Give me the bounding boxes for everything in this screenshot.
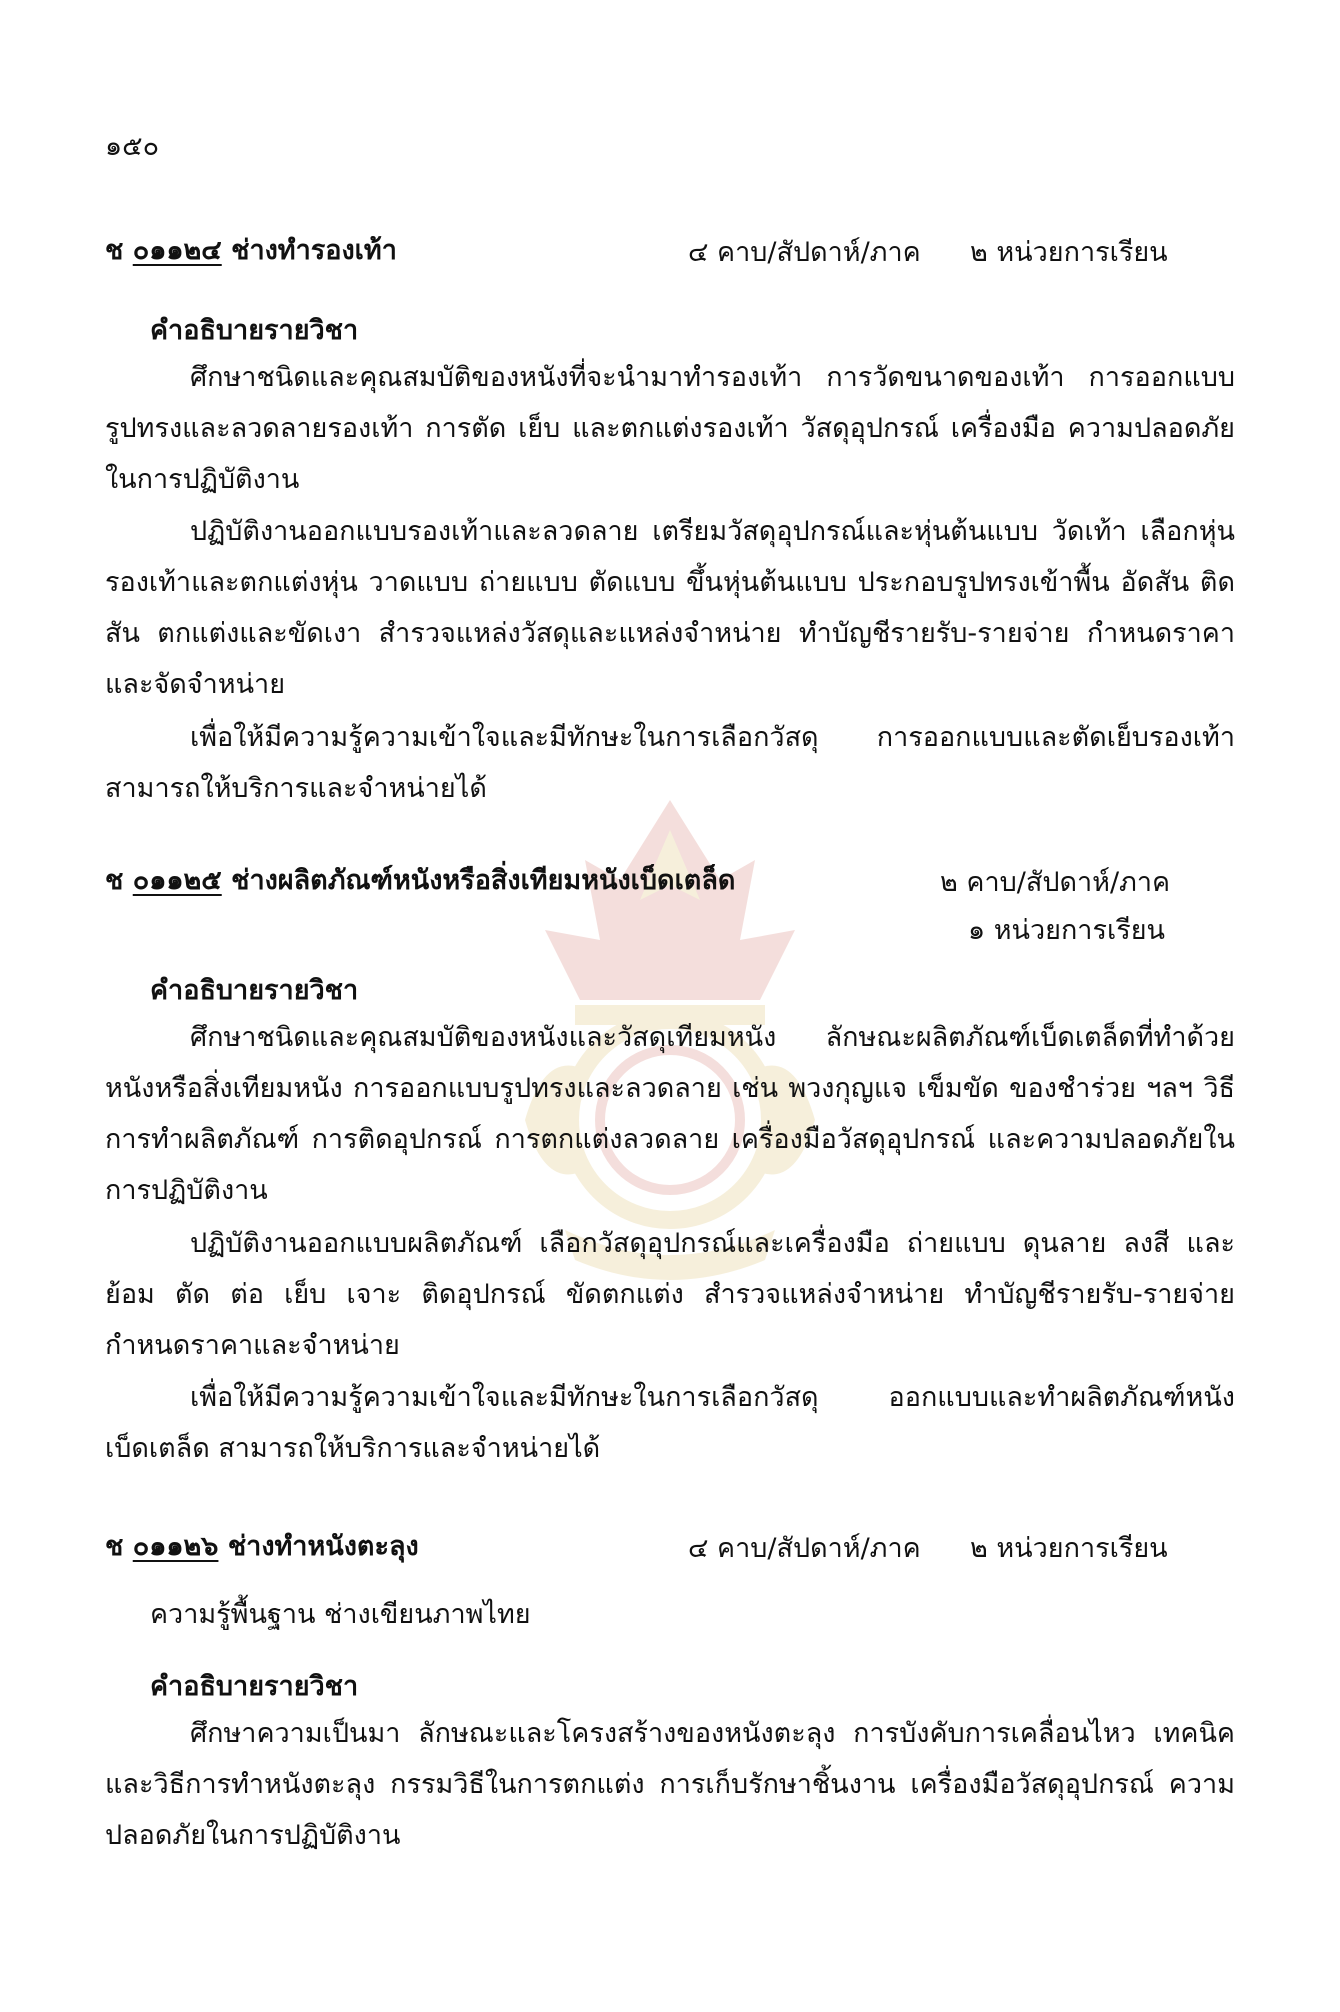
course-title: ช่างทำหนังตะลุง xyxy=(218,1531,419,1562)
course-code-prefix: ช xyxy=(105,235,133,266)
description-heading: คำอธิบายรายวิชา xyxy=(150,1671,359,1702)
course-code-prefix: ช xyxy=(105,865,133,896)
course-paragraph: เพื่อให้มีความรู้ความเข้าใจและมีทักษะในการเลือกวัสดุ ออกแบบและทำผลิตภัณฑ์หนังเบ็ดเตล็ด สามารถให้บริการและจำหน่ายได้ xyxy=(105,1382,1235,1464)
course-paragraph: ศึกษาชนิดและคุณสมบัติของหนังที่จะนำมาทำรองเท้า การวัดขนาดของเท้า การออกแบบรูปทรงและลวดลายรองเท้า การตัด เย็บ และตกแต่งรองเท้า วัสดุอุปกรณ์ เครื่องมือ ความปลอดภัยในการปฏิบัติงาน xyxy=(105,362,1235,495)
course-periods: ๒ คาบ/สัปดาห์/ภาค xyxy=(940,867,1171,898)
description-heading: คำอธิบายรายวิชา xyxy=(150,315,359,346)
course-code-prefix: ช xyxy=(105,1531,133,1562)
course-units: ๒ หน่วยการเรียน xyxy=(970,237,1168,268)
course-units: ๒ หน่วยการเรียน xyxy=(970,1533,1168,1564)
course-heading-1 xyxy=(105,228,397,271)
course-title: ช่างทำรองเท้า xyxy=(221,235,397,266)
course-paragraph: เพื่อให้มีความรู้ความเข้าใจและมีทักษะในการเลือกวัสดุ การออกแบบและตัดเย็บรองเท้า สามารถให้บริการและจำหน่ายได้ xyxy=(105,722,1235,804)
course-paragraph: ศึกษาชนิดและคุณสมบัติของหนังและวัสดุเทียมหนัง ลักษณะผลิตภัณฑ์เบ็ดเตล็ดที่ทำด้วยหนังหรือสิ่งเทียมหนัง การออกแบบรูปทรงและลวดลาย เช่น พวงกุญแจ เข็มขัด ของชำร่วย ฯลฯ วิธีการทำผลิตภัณฑ์ การติดอุปกรณ์ การตกแต่งลวดลาย เครื่องมือวัสดุอุปกรณ์ และความปลอดภัยในการปฏิบัติงาน xyxy=(105,1022,1235,1206)
course-heading-2 xyxy=(105,858,735,901)
course-heading-3 xyxy=(105,1524,419,1567)
course-paragraph: ศึกษาความเป็นมา ลักษณะและโครงสร้างของหนังตะลุง การบังคับการเคลื่อนไหว เทคนิคและวิธีการทำหนังตะลุง กรรมวิธีในการตกแต่ง การเก็บรักษาชิ้นงาน เครื่องมือวัสดุอุปกรณ์ ความปลอดภัยในการปฏิบัติงาน xyxy=(105,1718,1235,1851)
description-heading: คำอธิบายรายวิชา xyxy=(150,975,359,1006)
course-paragraph: ปฏิบัติงานออกแบบรองเท้าและลวดลาย เตรียมวัสดุอุปกรณ์และหุ่นต้นแบบ วัดเท้า เลือกหุ่นรองเท้าและตกแต่งหุ่น วาดแบบ ถ่ายแบบ ตัดแบบ ขึ้นหุ่นต้นแบบ ประกอบรูปทรงเข้าพื้น อัดสัน ติดสัน ตกแต่งและขัดเงา สำรวจแหล่งวัสดุและแหล่งจำหน่าย ทำบัญชีรายรับ-รายจ่าย กำหนดราคาและจัดจำหน่าย xyxy=(105,516,1235,700)
course-code: ๐๑๑๒๕ xyxy=(132,865,222,896)
course-units: ๑ หน่วยการเรียน xyxy=(968,915,1165,946)
course-periods: ๔ คาบ/สัปดาห์/ภาค xyxy=(688,237,921,268)
course-periods: ๔ คาบ/สัปดาห์/ภาค xyxy=(688,1533,921,1564)
course-paragraph: ปฏิบัติงานออกแบบผลิตภัณฑ์ เลือกวัสดุอุปกรณ์และเครื่องมือ ถ่ายแบบ ดุนลาย ลงสี และย้อม ตัด ต่อ เย็บ เจาะ ติดอุปกรณ์ ขัดตกแต่ง สำรวจแหล่งจำหน่าย ทำบัญชีรายรับ-รายจ่าย กำหนดราคาและจำหน่าย xyxy=(105,1228,1235,1361)
prerequisite: ความรู้พื้นฐาน ช่างเขียนภาพไทย xyxy=(150,1599,531,1630)
course-title: ช่างผลิตภัณฑ์หนังหรือสิ่งเทียมหนังเบ็ดเตล็ด xyxy=(221,865,736,896)
page-number: ๑๕๐ xyxy=(105,131,160,162)
course-code: ๐๑๑๒๖ xyxy=(132,1531,219,1562)
course-code: ๐๑๑๒๔ xyxy=(132,235,222,266)
